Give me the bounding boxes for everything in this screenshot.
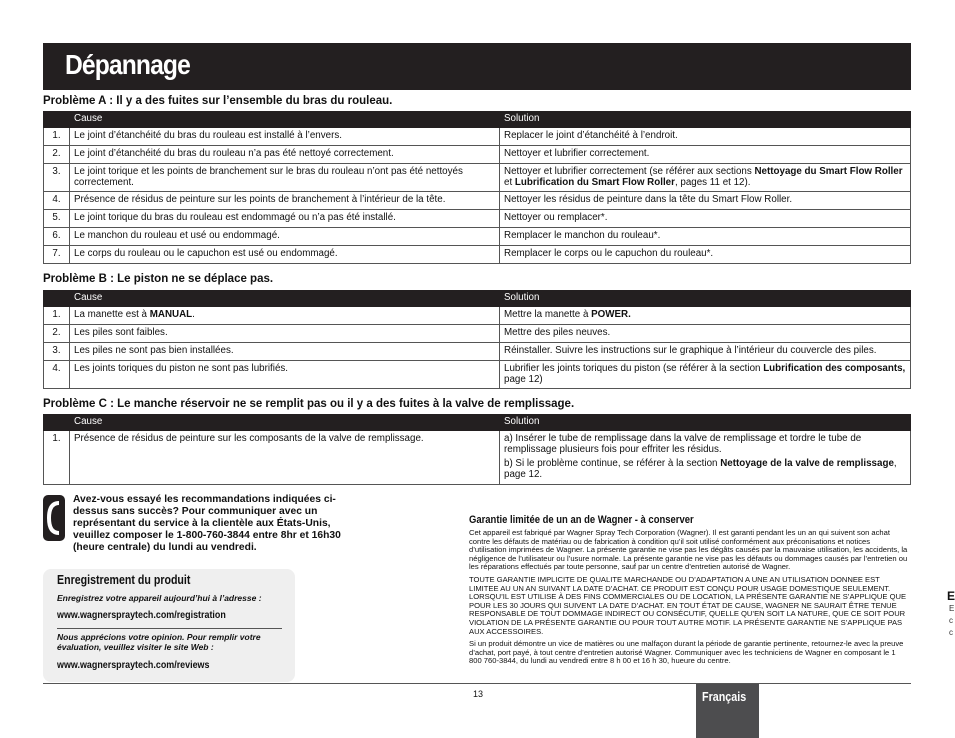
registration-link[interactable]: www.wagnerspraytech.com/registration — [57, 609, 226, 621]
table-header-row — [44, 112, 911, 128]
problem-b-table — [43, 290, 911, 389]
problem-b-title: Problème B : Le piston ne se déplace pas. — [43, 273, 274, 285]
language-label: Français — [702, 690, 747, 704]
footer-divider — [43, 683, 911, 684]
solution-header: Solution — [500, 291, 911, 307]
table-header-row — [44, 291, 911, 307]
registration-box — [43, 569, 295, 682]
cause-header: Cause — [70, 415, 500, 431]
table-row: 3. Les piles ne sont pas bien installées. Réinstaller. Suivre les instructions sur le graphique à l’intérieur du couvercle des piles. — [44, 343, 911, 361]
warranty-section — [469, 514, 909, 670]
problem-c-title: Problème C : Le manche réservoir ne se remplit pas ou il y a des fuites à la valve de remplissage. — [43, 398, 575, 410]
problem-a-title: Problème A : Il y a des fuites sur l’ensemble du bras du rouleau. — [43, 95, 393, 107]
language-tab[interactable] — [696, 684, 759, 738]
table-row: 1. La manette est à MANUAL. Mettre la manette à POWER. — [44, 307, 911, 325]
warranty-paragraph: Si un produit démontre un vice de matières ou une malfaçon durant la période de garantie pertinente, retournez-le avec la preuve d’achat, port payé, à tout centre d’entretien autorisé Wagner. Communiquer avec les techniciens de Wagner en composant le 1 800 760-3844, du lundi au vendredi entre 8 h 00 et 16 h 30, hueure du centre. — [469, 639, 904, 666]
feedback-prompt: Nous apprécions votre opinion. Pour remplir votre évaluation, veuillez visiter le site Web : — [57, 632, 261, 652]
table-row: 4. Les joints toriques du piston ne sont pas lubrifiés. Lubrifier les joints toriques du piston (se référer à la section Lubrification des composants, page 12) — [44, 361, 911, 389]
table-row: 6. Le manchon du rouleau et usé ou endommagé. Remplacer le manchon du rouleau*. — [44, 228, 911, 246]
table-row: 1. Présence de résidus de peinture sur les composants de la valve de remplissage. a) Insérer le tube de remplissage dans la valve de remplissage et tordre le tube de remplissage plusieurs fois pour effriter les résidus. b) Si le problème continue, se référer à la section Nettoyage de la valve de remplissage, page 12. — [44, 431, 911, 485]
table-row: 4. Présence de résidus de peinture sur les points de branchement à l’intérieur de la tête. Nettoyer les résidus de peinture dans la tête du Smart Flow Roller. — [44, 192, 911, 210]
problem-a-table — [43, 111, 911, 264]
edge-fragment: E — [947, 589, 955, 603]
page-header-bar — [43, 43, 911, 90]
divider — [57, 628, 282, 629]
contact-text: Avez-vous essayé les recommandations indiquées ci-dessus sans succès? Pour communiquer avec un représentant du service à la clientèle aux États-Unis, veuillez composer le 1-800-760-3844 entre 8hr et 16h30 (heure centrale) du lundi au vendredi. — [73, 494, 341, 553]
page-number: 13 — [473, 689, 484, 699]
table-row: 2. Le joint d’étanchéité du bras du rouleau n’a pas été nettoyé correctement. Nettoyer et lubrifier correctement. — [44, 146, 911, 164]
warranty-paragraph: TOUTE GARANTIE IMPLICITE DE QUALITE MARCHANDE OU D’ADAPTATION A UNE AN UTILISATION DONNEE EST LIMITEE AU UN AN SUIVANT LA DATE D’ACHAT. CE PRODUIT EST CONÇU POUR USAGE DOMESTIQUE SEULEMENT. LORSQU’IL EST UTILISE À DES FINS COMMERCIALES OU DE LOCATION, LA PRÉSENTE GARANTIE NE S’APPLIQUE QUE POUR LES 30 JOURS QUI SUIVENT LA DATE D’ACHAT. EN TOUT ÉTAT DE CAUSE, WAGNER NE SAURAIT ÊTRE TENUE RESPONSABLE DE TOUT DOMMAGE INDIRECT OU CONSÉCUTIF, QUELLE QU’EN SOIT LA NATURE, QUE CE SOIT POUR VIOLATION DE LA PRÉSENTE GARANTIE OU POUR TOUT AUTRE MOTIF. LA PRÉSENTE GARANTIE NE S’APPLIQUE PAS AUX ACCESSOIRES. — [469, 574, 907, 636]
solution-header: Solution — [500, 415, 911, 431]
phone-contact-icon — [43, 495, 65, 541]
table-row: 3. Le joint torique et les points de branchement sur le bras du rouleau n’ont pas été nettoyés correctement. Nettoyer et lubrifier correctement (se référer aux sections Nettoyage du Smart Flow Roller et Lubrification du Smart Flow Roller, pages 11 et 12). — [44, 164, 911, 192]
edge-fragment: c — [949, 628, 953, 637]
registration-heading: Enregistrement du produit — [57, 573, 191, 587]
warranty-paragraph: Cet appareil est fabriqué par Wagner Spray Tech Corporation (Wagner). Il est garanti pendant les un an qui suivent son achat contre les défauts de matériau ou de fabrication à condition qu’il soit utilisé conformément aux préconisations et notices d’utilisation imprimées de Wagner. La présente garantie ne vise pas les dégâts causés par la mauvaise utilisation, les accidents, la négligence de l’utilisateur ou l’usure normale. La présente garantie ne vise pas les défauts ou dommages causés par l’entretien ou les réparations effectués par toute personne, sauf par un centre d’entretien autorisé de Wagner. — [469, 528, 908, 572]
registration-prompt: Enregistrez votre appareil aujourd’hui à l’adresse : — [57, 593, 262, 603]
problem-c-table — [43, 414, 911, 485]
solution-header: Solution — [500, 112, 911, 128]
table-row: 5. Le joint torique du bras du rouleau est endommagé ou n’a pas été installé. Nettoyer ou remplacer*. — [44, 210, 911, 228]
reviews-link[interactable]: www.wagnerspraytech.com/reviews — [57, 659, 210, 671]
table-header-row — [44, 415, 911, 431]
edge-fragment: E — [949, 604, 955, 613]
table-row: 7. Le corps du rouleau ou le capuchon est usé ou endommagé. Remplacer le corps ou le capuchon du rouleau*. — [44, 246, 911, 264]
page-title: Dépannage — [65, 49, 190, 80]
table-row: 1. Le joint d’étanchéité du bras du rouleau est installé à l’envers. Replacer le joint d’étanchéité à l’endroit. — [44, 128, 911, 146]
warranty-heading: Garantie limitée de un an de Wagner - à conserver — [469, 514, 694, 526]
cause-header: Cause — [70, 291, 500, 307]
edge-fragment: c — [949, 616, 953, 625]
table-row: 2. Les piles sont faibles. Mettre des piles neuves. — [44, 325, 911, 343]
cause-header: Cause — [70, 112, 500, 128]
